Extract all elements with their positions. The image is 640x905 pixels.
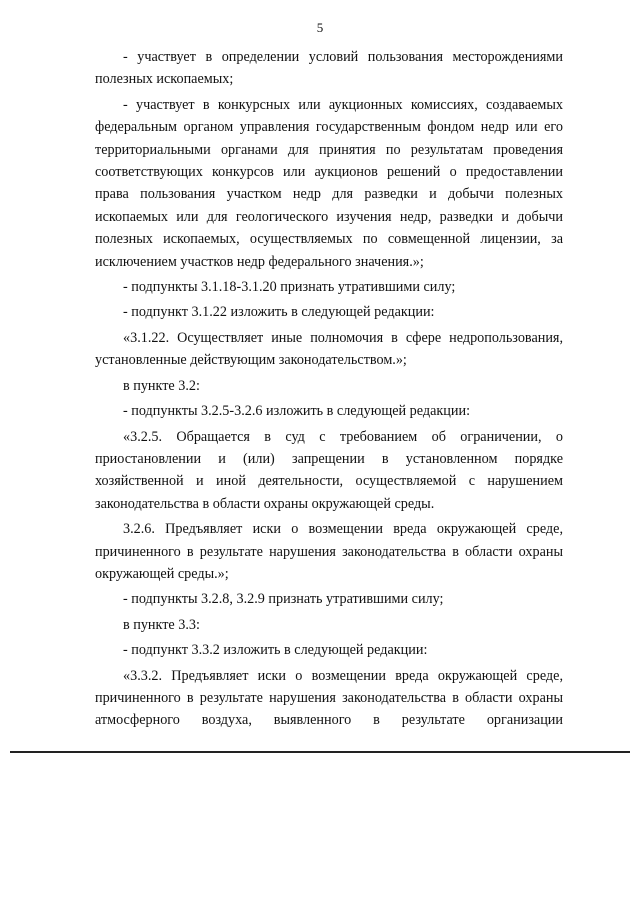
- page-number: 5: [316, 20, 324, 35]
- paragraph-field-conditions: - участвует в определении условий пользования месторождениями полезных ископаемых;: [95, 49, 563, 88]
- footer-divider: [10, 751, 630, 753]
- paragraph-3-2-5-text: «3.2.5. Обращается в суд с требованием об ограничении, о приостановлении и (или) запрещении в установленном порядке хозяйственной и иной деятельности, осуществляемой с нарушением законодательства в области охраны окружающей среды.: [95, 428, 563, 512]
- paragraph-point-3-3: в пункте 3.3:: [123, 616, 200, 633]
- paragraph-3-1-22-text: «3.1.22. Осуществляет иные полномочия в сфере недропользования, установленные действующим законодательством.»;: [95, 329, 563, 369]
- paragraph-subitems-3-1-18-20: - подпункты 3.1.18-3.1.20 признать утратившими силу;: [123, 279, 456, 296]
- paragraph-auction-commissions: - участвует в конкурсных или аукционных комиссиях, создаваемых федеральным органом управления государственным фондом недр или его территориальными органами для принятия по результатам проведения соответствующих конкурсов или аукционов решений о предоставлении права пользования участком недр для разведки и добычи полезных ископаемых или для геологического изучения недр, разведки и добычи полезных ископаемых, осуществляемых по совмещенной лицензии, за исключением участков недр федерального значения.»;: [95, 96, 563, 270]
- paragraph-point-3-2: в пункте 3.2:: [123, 377, 200, 394]
- paragraph-subitem-3-1-22-intro: - подпункт 3.1.22 изложить в следующей редакции:: [123, 304, 435, 321]
- paragraph-3-2-6-text: 3.2.6. Предъявляет иски о возмещении вреда окружающей среде, причиненного в результате нарушения законодательства в области охраны окружающей среды.»;: [95, 521, 563, 582]
- paragraph-subitems-3-2-5-6-intro: - подпункты 3.2.5-3.2.6 изложить в следующей редакции:: [123, 403, 471, 420]
- paragraph-subitem-3-3-2-intro: - подпункт 3.3.2 изложить в следующей редакции:: [123, 642, 428, 659]
- paragraph-subitems-3-2-8-9: - подпункты 3.2.8, 3.2.9 признать утратившими силу;: [123, 591, 444, 608]
- paragraph-3-3-2-text: «3.3.2. Предъявляет иски о возмещении вреда окружающей среде, причиненного в результате нарушения законодательства в области охраны атмосферного воздуха, выявленного в результате организации: [95, 667, 563, 729]
- document-body: [95, 46, 563, 732]
